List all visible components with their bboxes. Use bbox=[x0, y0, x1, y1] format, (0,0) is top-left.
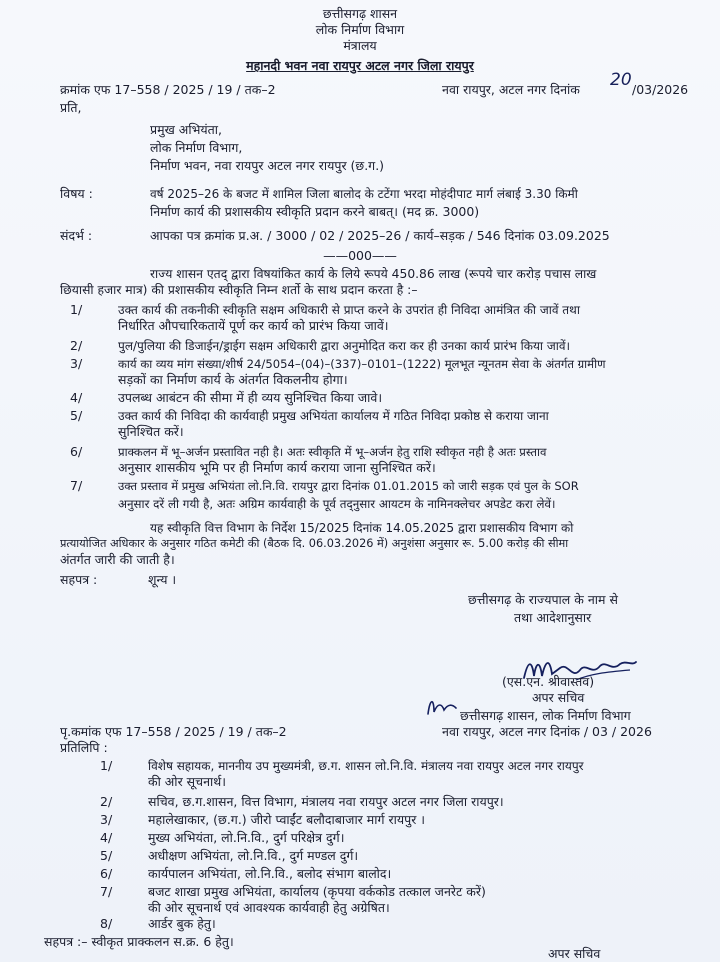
closing-line3: अंतर्गत जारी की जाती है। bbox=[60, 552, 175, 567]
subject-line1: वर्ष 2025–26 के बजट में शामिल जिला बालोद के टटेंगा भरदा मोहंदीपाट मार्ग लंबाई 3.30 किमी bbox=[150, 187, 578, 201]
copy-item-number: 5/ bbox=[100, 848, 113, 863]
signatory-office: छत्तीसगढ़ शासन, लोक निर्माण विभाग bbox=[460, 708, 631, 723]
condition-text: पुल/पुलिया की डिजाईन/ड्राईग सक्षम अधिकारी द्वारा अनुमोदित करा कर ही उनका कार्य प्रारंभ किया जावें। bbox=[118, 339, 571, 353]
condition-text: उक्त कार्य की तकनीकी स्वीकृति सक्षम अधिकारी से प्राप्त करने के उपरांत ही निविदा आमंत्रित की जावें तथा bbox=[118, 303, 580, 317]
copy-item-text: आर्डर बुक हेतु। bbox=[148, 916, 216, 931]
signatory-designation: अपर सचिव bbox=[532, 690, 585, 705]
copy-place-date: नवा रायपुर, अटल नगर दिनांक / 03 / 2026 bbox=[442, 724, 652, 739]
copy-item-text: मुख्य अभियंता, लो.नि.वि., दुर्ग परिक्षेत्र दुर्ग। bbox=[148, 830, 345, 845]
reference-text: आपका पत्र क्रमांक प्र.अ. / 3000 / 02 / 2025–26 / कार्य–सड़क / 546 दिनांक 03.09.2025 bbox=[150, 228, 610, 243]
enclosure-value: शून्य । bbox=[148, 572, 177, 587]
prati-label: प्रति, bbox=[60, 100, 82, 115]
condition-text-cont: अनुसार शासकीय भूमि पर ही निर्माण कार्य कराया जाना सुनिश्चित करें। bbox=[118, 460, 436, 475]
letterhead-address: महानदी भवन नवा रायपुर अटल नगर जिला रायपुर bbox=[246, 58, 474, 73]
copy-item-text: महालेखाकार, (छ.ग.) जीरो प्वाईंट बलौदाबाजार मार्ग रायपुर । bbox=[148, 812, 426, 827]
condition-text: उक्त कार्य की निविदा की कार्यवाही प्रमुख अभियंता कार्यालय में गठित निविदा प्रकोष्ठ से कराया जाना bbox=[118, 409, 549, 423]
condition-number: 5/ bbox=[70, 408, 83, 423]
enclosure-label: सहपत्र : bbox=[60, 572, 98, 587]
copy-item-number: 1/ bbox=[100, 758, 113, 773]
condition-text: उक्त प्रस्ताव में प्रमुख अभियंता लो.नि.वि. रायपुर द्वारा दिनांक 01.01.2015 को जारी सड़क एवं पुल के SOR bbox=[118, 479, 579, 493]
closing-line2: प्रत्यायोजित अधिकार के अनुसार गठित कमेटी की (बैठक दि. 06.03.2026 में) अनुशंसा अनुसार रू. 5.00 करोड़ की सीमा bbox=[60, 537, 569, 550]
addressee-line1: प्रमुख अभियंता, bbox=[150, 122, 222, 137]
condition-number: 2/ bbox=[70, 338, 83, 353]
addressee-line3: निर्माण भवन, नवा रायपुर अटल नगर रायपुर (छ.ग.) bbox=[150, 158, 385, 173]
closing-line1: यह स्वीकृति वित्त विभाग के निर्देश 15/2025 दिनांक 14.05.2025 द्वारा प्रशासकीय विभाग को bbox=[150, 521, 574, 535]
copy-number: पृ.कमांक एफ 17–558 / 2025 / 19 / तक–2 bbox=[60, 724, 287, 739]
condition-number: 1/ bbox=[70, 302, 83, 317]
footer-designation: अपर सचिव bbox=[548, 946, 601, 961]
addressee-line2: लोक निर्माण विभाग, bbox=[150, 140, 243, 155]
copy-item-text: सचिव, छ.ग.शासन, वित्त विभाग, मंत्रालय नवा रायपुर अटल नगर जिला रायपुर। bbox=[148, 794, 504, 809]
subject-label: विषय : bbox=[60, 186, 93, 201]
handwritten-initials bbox=[424, 694, 460, 718]
copy-label: प्रतिलिपि : bbox=[60, 740, 108, 755]
copy-item-number: 3/ bbox=[100, 812, 113, 827]
letterhead-department: लोक निर्माण विभाग bbox=[315, 22, 405, 37]
condition-text: प्राक्कलन में भू–अर्जन प्रस्तावित नही है। अतः स्वीकृति में भू–अर्जन हेतु राशि स्वीकृत नही है अतः प्रस्ताव bbox=[118, 445, 547, 459]
intro-line2: छियासी हजार मात्र) की प्रशासकीय स्वीकृति निम्न शर्तो के साथ प्रदान करता है :– bbox=[60, 283, 418, 297]
condition-text: कार्य का व्यय मांग संख्या/शीर्ष 24/5054–(04)–(337)–0101–(1222) मूलभूत न्यूनतम सेवा के अंतर्गत ग्रामीण bbox=[118, 357, 606, 371]
condition-text: उपलब्ध आबंटन की सीमा में ही व्यय सुनिश्चित किया जावे। bbox=[118, 390, 383, 405]
letterhead-ministry: मंत्रालय bbox=[343, 38, 377, 53]
condition-number: 6/ bbox=[70, 444, 83, 459]
letterhead-state: छत्तीसगढ़ शासन bbox=[322, 6, 398, 21]
copy-enclosure: सहपत्र :– स्वीकृत प्राक्कलन स.क्र. 6 हेतु। bbox=[44, 934, 234, 949]
letter-date-prefix: नवा रायपुर, अटल नगर दिनांक bbox=[442, 82, 580, 97]
condition-text-cont: सड़कों का निर्माण कार्य के अंतर्गत विकलनीय होगा। bbox=[118, 372, 348, 387]
condition-number: 7/ bbox=[70, 478, 83, 493]
condition-text-cont: सुनिश्चित करें। bbox=[118, 424, 184, 439]
letter-date-day-handwritten: 20 bbox=[610, 70, 632, 90]
letter-date-month-year: /03/2026 bbox=[632, 82, 689, 97]
condition-text-cont: निर्धारित औपचारिकतायें पूर्ण कर कार्य को प्रारंभ किया जावें। bbox=[118, 318, 389, 333]
intro-line1: राज्य शासन एतद् द्वारा विषयांकित कार्य के लिये रूपये 450.86 लाख (रूपये चार करोड़ पचास लाख bbox=[150, 267, 597, 281]
condition-number: 4/ bbox=[70, 390, 83, 405]
copy-item-text-cont: की ओर सूचनार्थ। bbox=[148, 774, 226, 789]
copy-item-number: 6/ bbox=[100, 866, 113, 881]
signatory-line1: छत्तीसगढ़ के राज्यपाल के नाम से bbox=[468, 592, 618, 607]
reference-label: संदर्भ : bbox=[60, 228, 93, 243]
copy-item-text: विशेष सहायक, माननीय उप मुख्यमंत्री, छ.ग. शासन लो.नि.वि. मंत्रालय नवा रायपुर अटल नगर रायपुर bbox=[148, 759, 584, 773]
copy-item-number: 7/ bbox=[100, 884, 113, 899]
copy-item-number: 8/ bbox=[100, 916, 113, 931]
copy-item-number: 4/ bbox=[100, 830, 113, 845]
separator: ——000—— bbox=[323, 248, 397, 263]
subject-line2: निर्माण कार्य की प्रशासकीय स्वीकृति प्रदान करने बाबत्। (मद क्र. 3000) bbox=[150, 204, 480, 219]
copy-item-text: अधीक्षण अभियंता, लो.नि.वि., दुर्ग मण्डल दुर्ग। bbox=[148, 848, 359, 863]
copy-item-number: 2/ bbox=[100, 794, 113, 809]
copy-item-text: कार्यपालन अभियंता, लो.नि.वि., बलोद संभाग बालोद। bbox=[148, 866, 392, 881]
signatory-line2: तथा आदेशानुसार bbox=[514, 610, 592, 625]
condition-text-cont: अनुसार दरें ली गयी है, अतः अग्रिम कार्यवाही के पूर्व तद्नुसार आयटम के नामिनक्लेचर अपडेट करा लेवें। bbox=[118, 497, 556, 511]
condition-number: 3/ bbox=[70, 356, 83, 371]
copy-item-text-cont: की ओर सूचनार्थ एवं आवश्यक कार्यवाही हेतु अग्रेषित। bbox=[148, 900, 390, 915]
copy-item-text: बजट शाखा प्रमुख अभियंता, कार्यालय (कृपया वर्ककोड तत्काल जनरेट करें) bbox=[148, 884, 486, 899]
letter-number: क्रमांक एफ 17–558 / 2025 / 19 / तक–2 bbox=[60, 82, 276, 97]
signatory-name: (एस.एन. श्रीवास्तव) bbox=[502, 674, 595, 689]
